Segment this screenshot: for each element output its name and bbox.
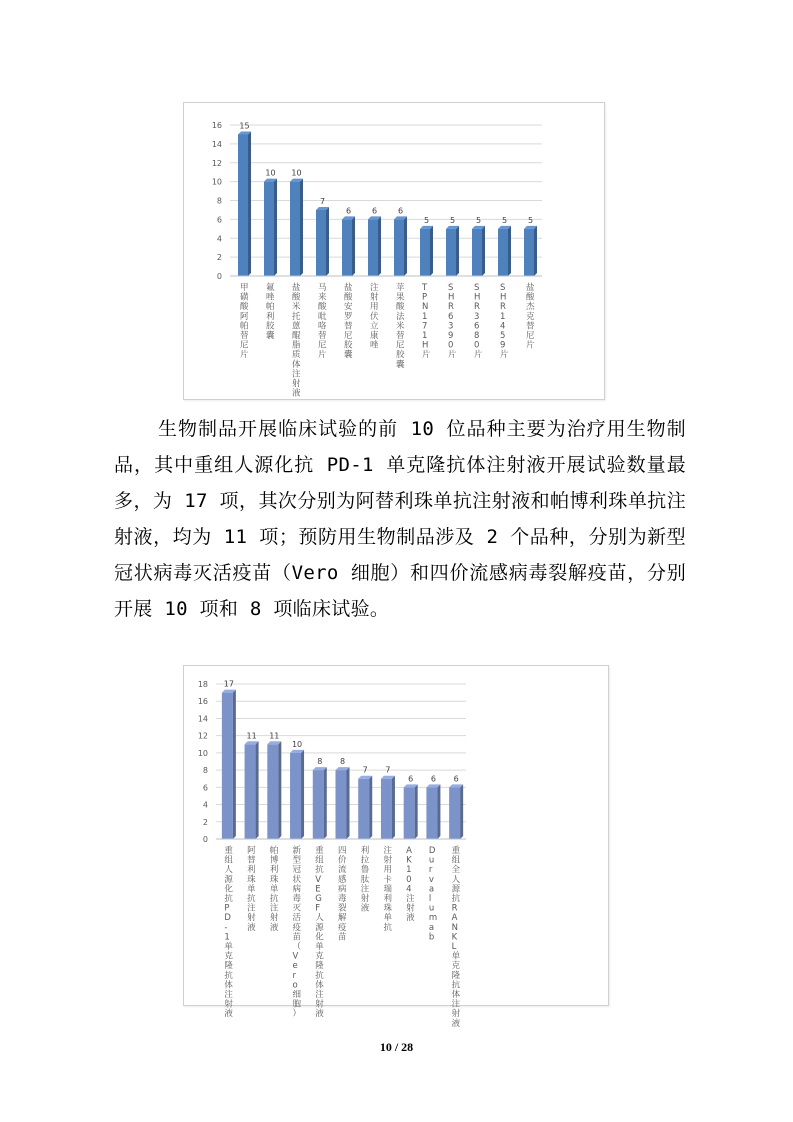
chart-1-bar-side — [326, 207, 329, 276]
chart-2-category-label: 四价流感病毒裂解疫苗 — [338, 846, 347, 943]
chart-2-bar-side — [460, 784, 463, 839]
chart-2-bar-side — [369, 776, 372, 839]
chart-1-data-label: 7 — [319, 196, 326, 206]
chart-1-category-label: T P N 1 7 1 H 片 — [422, 283, 431, 361]
chart-2-category-label: 注射用卡瑞利珠单抗 — [383, 846, 392, 933]
chart-2-bar-side — [392, 776, 395, 839]
chart-1-bar-side — [378, 216, 381, 276]
chart-2-ytick-label: 6 — [202, 783, 208, 793]
chart-1-bar-front — [420, 229, 430, 276]
chart-1-bar-front — [472, 229, 482, 276]
chart-2-data-label: 7 — [385, 765, 391, 775]
chart-1-category-label: 盐酸安罗替尼胶囊 — [344, 283, 353, 361]
chart-2-bar-front — [267, 744, 278, 839]
chart-1-ytick-label: 12 — [211, 158, 222, 168]
chart-2-data-label: 6 — [453, 774, 459, 784]
chart-2-bar — [404, 784, 418, 839]
chart-2-data-label: 8 — [317, 757, 323, 767]
chart-2-bar-side — [256, 741, 259, 839]
chart-2-bar-front — [290, 753, 301, 839]
chart-1-category-label: 注射用伏立康唑 — [370, 283, 379, 351]
chart-1-category-label: S H R 3 6 8 0 片 — [474, 283, 483, 361]
chart-1-bar-front — [290, 182, 300, 276]
chart-1-data-label: 6 — [371, 206, 378, 216]
chart-2-bar-front — [245, 744, 256, 839]
chart-1-ytick-label: 2 — [216, 253, 222, 263]
chart-1-bar — [238, 131, 251, 276]
chart-2-category-label: 重组全人源抗 R A N K L 单克隆抗体注射液 — [451, 846, 461, 1029]
chart-2-bar — [381, 776, 395, 839]
chart-1-bar — [368, 216, 381, 276]
chart-1-ytick-label: 16 — [211, 121, 222, 130]
chart-1-bar-front — [264, 182, 274, 276]
chart-2-ytick-label: 18 — [197, 680, 208, 689]
chart-2-bar-front — [336, 770, 347, 839]
chart-2-bar-front — [381, 779, 392, 839]
chart-1-bar — [524, 226, 537, 276]
chart-1-data-label: 5 — [527, 215, 534, 225]
chart-1-bar-side — [404, 216, 407, 276]
chart-2-category-label: 帕博利珠单抗注射液 — [269, 846, 279, 933]
chart-2-data-label: 10 — [291, 739, 303, 749]
chart-1-bar-side — [352, 216, 355, 276]
chart-2-bar-front — [404, 787, 415, 839]
chart-1-category-label: S H R 6 3 9 0 片 — [448, 283, 457, 361]
chart-2-bar-front — [426, 787, 437, 839]
chart-1-bar-side — [534, 226, 537, 276]
chart-1-frame — [183, 102, 605, 400]
chart-2-data-label: 17 — [223, 679, 234, 689]
chart-2-bar-front — [358, 779, 369, 839]
chart-2-data-label: 6 — [430, 774, 436, 784]
chart-1-ytick-label: 0 — [216, 272, 222, 281]
chart-1-category-label: 苹果酸法米替尼胶囊 — [396, 283, 405, 370]
body-paragraph: 生物制品开展临床试验的前 10 位品种主要为治疗用生物制品，其中重组人源化抗 PD-1 单克隆抗体注射液开展试验数量最多，为 17 项，其次分别为阿替利珠单抗注射液和帕博利珠单抗注射液，均为 11 项；预防用生物制品涉及 2 个品种，分别为新型冠状病毒灭活疫苗（Vero 细胞）和四价流感病毒裂解疫苗，分别开展 10 项和 8 项临床试验。 — [114, 418, 686, 620]
chart-2-bar-side — [324, 767, 327, 839]
chart-2-svg — [184, 666, 608, 1029]
chart-1-data-label: 6 — [345, 206, 352, 216]
chart-2-data-label: 7 — [362, 765, 368, 775]
chart-2-bar — [267, 741, 281, 839]
chart-1-bar-front — [394, 219, 404, 276]
chart-1-bar-side — [248, 131, 251, 276]
chart-1-data-label: 10 — [291, 168, 302, 178]
chart-1-bar — [290, 179, 303, 276]
chart-2-bar-side — [437, 784, 440, 839]
chart-2-category-label: 利拉鲁肽注射液 — [360, 846, 370, 914]
chart-1-ytick-label: 6 — [216, 215, 222, 225]
chart-1-bar — [498, 226, 511, 276]
chart-2-frame — [183, 665, 609, 1029]
chart-2-bar-side — [415, 784, 418, 839]
chart-1-bar-side — [482, 226, 485, 276]
chart-2-bar-side — [278, 741, 281, 839]
chart-2-bar — [245, 741, 259, 839]
chart-1-bar — [264, 179, 277, 276]
chart-2-ytick-label: 16 — [197, 697, 208, 707]
chart-2-bar — [426, 784, 440, 839]
chart-2-bar-side — [301, 750, 304, 839]
chart-1-bar — [420, 226, 433, 276]
chart-2-bar-front — [222, 693, 233, 839]
chart-1-bar-side — [508, 226, 511, 276]
chart-1-data-label: 5 — [423, 215, 430, 225]
chart-1-category-label: 马来酸吡咯替尼片 — [318, 283, 327, 361]
chart-1-bar-side — [274, 179, 277, 276]
chart-1-bar-side — [300, 179, 303, 276]
chart-1-ytick-label: 10 — [211, 177, 222, 187]
chart-1-category-label: 氟唑帕利胶囊 — [266, 283, 275, 341]
chart-1-bar — [446, 226, 459, 276]
chart-2-data-label: 11 — [246, 731, 257, 741]
chart-2-bar — [358, 776, 372, 839]
chart-1-bar — [394, 216, 407, 276]
chart-1-bar — [316, 207, 329, 276]
chart-1-data-label: 5 — [501, 215, 508, 225]
chart-1-bar-front — [316, 210, 326, 276]
chart-2-bar-side — [347, 767, 350, 839]
chart-1-category-label: 盐酸米托蒽醌脂质体注射液 — [292, 283, 301, 399]
chart-2-ytick-label: 8 — [202, 766, 208, 776]
chart-1-data-label: 10 — [265, 168, 276, 178]
chart-1-bar-side — [456, 226, 459, 276]
page-number: 10 / 28 — [379, 1040, 414, 1054]
chart-2-ytick-label: 14 — [197, 714, 208, 724]
chart-2-ytick-label: 4 — [202, 800, 208, 810]
chart-1-category-label: 盐酸杰克替尼片 — [526, 283, 535, 351]
chart-2-bar-side — [233, 690, 236, 839]
chart-2-ytick-label: 2 — [202, 817, 208, 827]
chart-1-data-label: 6 — [397, 206, 404, 216]
chart-2-data-label: 8 — [339, 757, 346, 767]
chart-1-bar-front — [498, 229, 508, 276]
chart-2-category-label: 重组抗 V E G F 人源化单克隆抗体注射液 — [315, 846, 324, 1020]
chart-2-bar — [449, 784, 463, 839]
chart-2-category-label: 重组人源化抗 P D -1 单克隆抗体注射液 — [224, 846, 233, 1020]
chart-1-data-label: 5 — [475, 215, 482, 225]
chart-2-bar — [222, 690, 236, 839]
chart-1-bar-front — [342, 219, 352, 276]
chart-1-data-label: 15 — [239, 121, 250, 131]
chart-2-category-label: 阿替利珠单抗注射液 — [247, 846, 256, 933]
chart-2-ytick-label: 0 — [202, 835, 208, 844]
chart-1-svg — [184, 103, 604, 399]
chart-2-data-label: 11 — [269, 731, 280, 741]
chart-1-bar-front — [524, 229, 534, 276]
chart-1-data-label: 5 — [449, 215, 456, 225]
chart-1-bar-front — [368, 219, 378, 276]
chart-2-ytick-label: 12 — [197, 731, 208, 741]
chart-1-bar — [472, 226, 485, 276]
chart-2-bar-front — [313, 770, 324, 839]
chart-2-data-label: 6 — [408, 774, 414, 784]
chart-1-bar-front — [238, 134, 248, 276]
chart-2-bar — [313, 767, 327, 839]
chart-2-category-label: A K 1 0 4 注射液 — [406, 846, 415, 924]
chart-1-bar-side — [430, 226, 433, 276]
chart-2-bar — [336, 767, 350, 839]
chart-2-category-label: 新型冠状病毒灭活疫苗（ V e r o 细胞） — [292, 846, 302, 1020]
chart-1-ytick-label: 4 — [216, 234, 222, 244]
chart-2-bar — [290, 750, 304, 839]
chart-2-bar-front — [449, 787, 460, 839]
chart-1-category-label: 甲磺酸阿帕替尼片 — [240, 283, 249, 361]
chart-1-ytick-label: 8 — [216, 196, 222, 206]
chart-1-bar — [342, 216, 355, 276]
chart-1-bar-front — [446, 229, 456, 276]
chart-1-ytick-label: 14 — [211, 139, 222, 149]
chart-2-ytick-label: 10 — [197, 748, 208, 758]
chart-2-category-label: D u r v a l u m a b — [428, 846, 438, 943]
chart-1-category-label: S H R 1 4 5 9 片 — [500, 283, 509, 361]
